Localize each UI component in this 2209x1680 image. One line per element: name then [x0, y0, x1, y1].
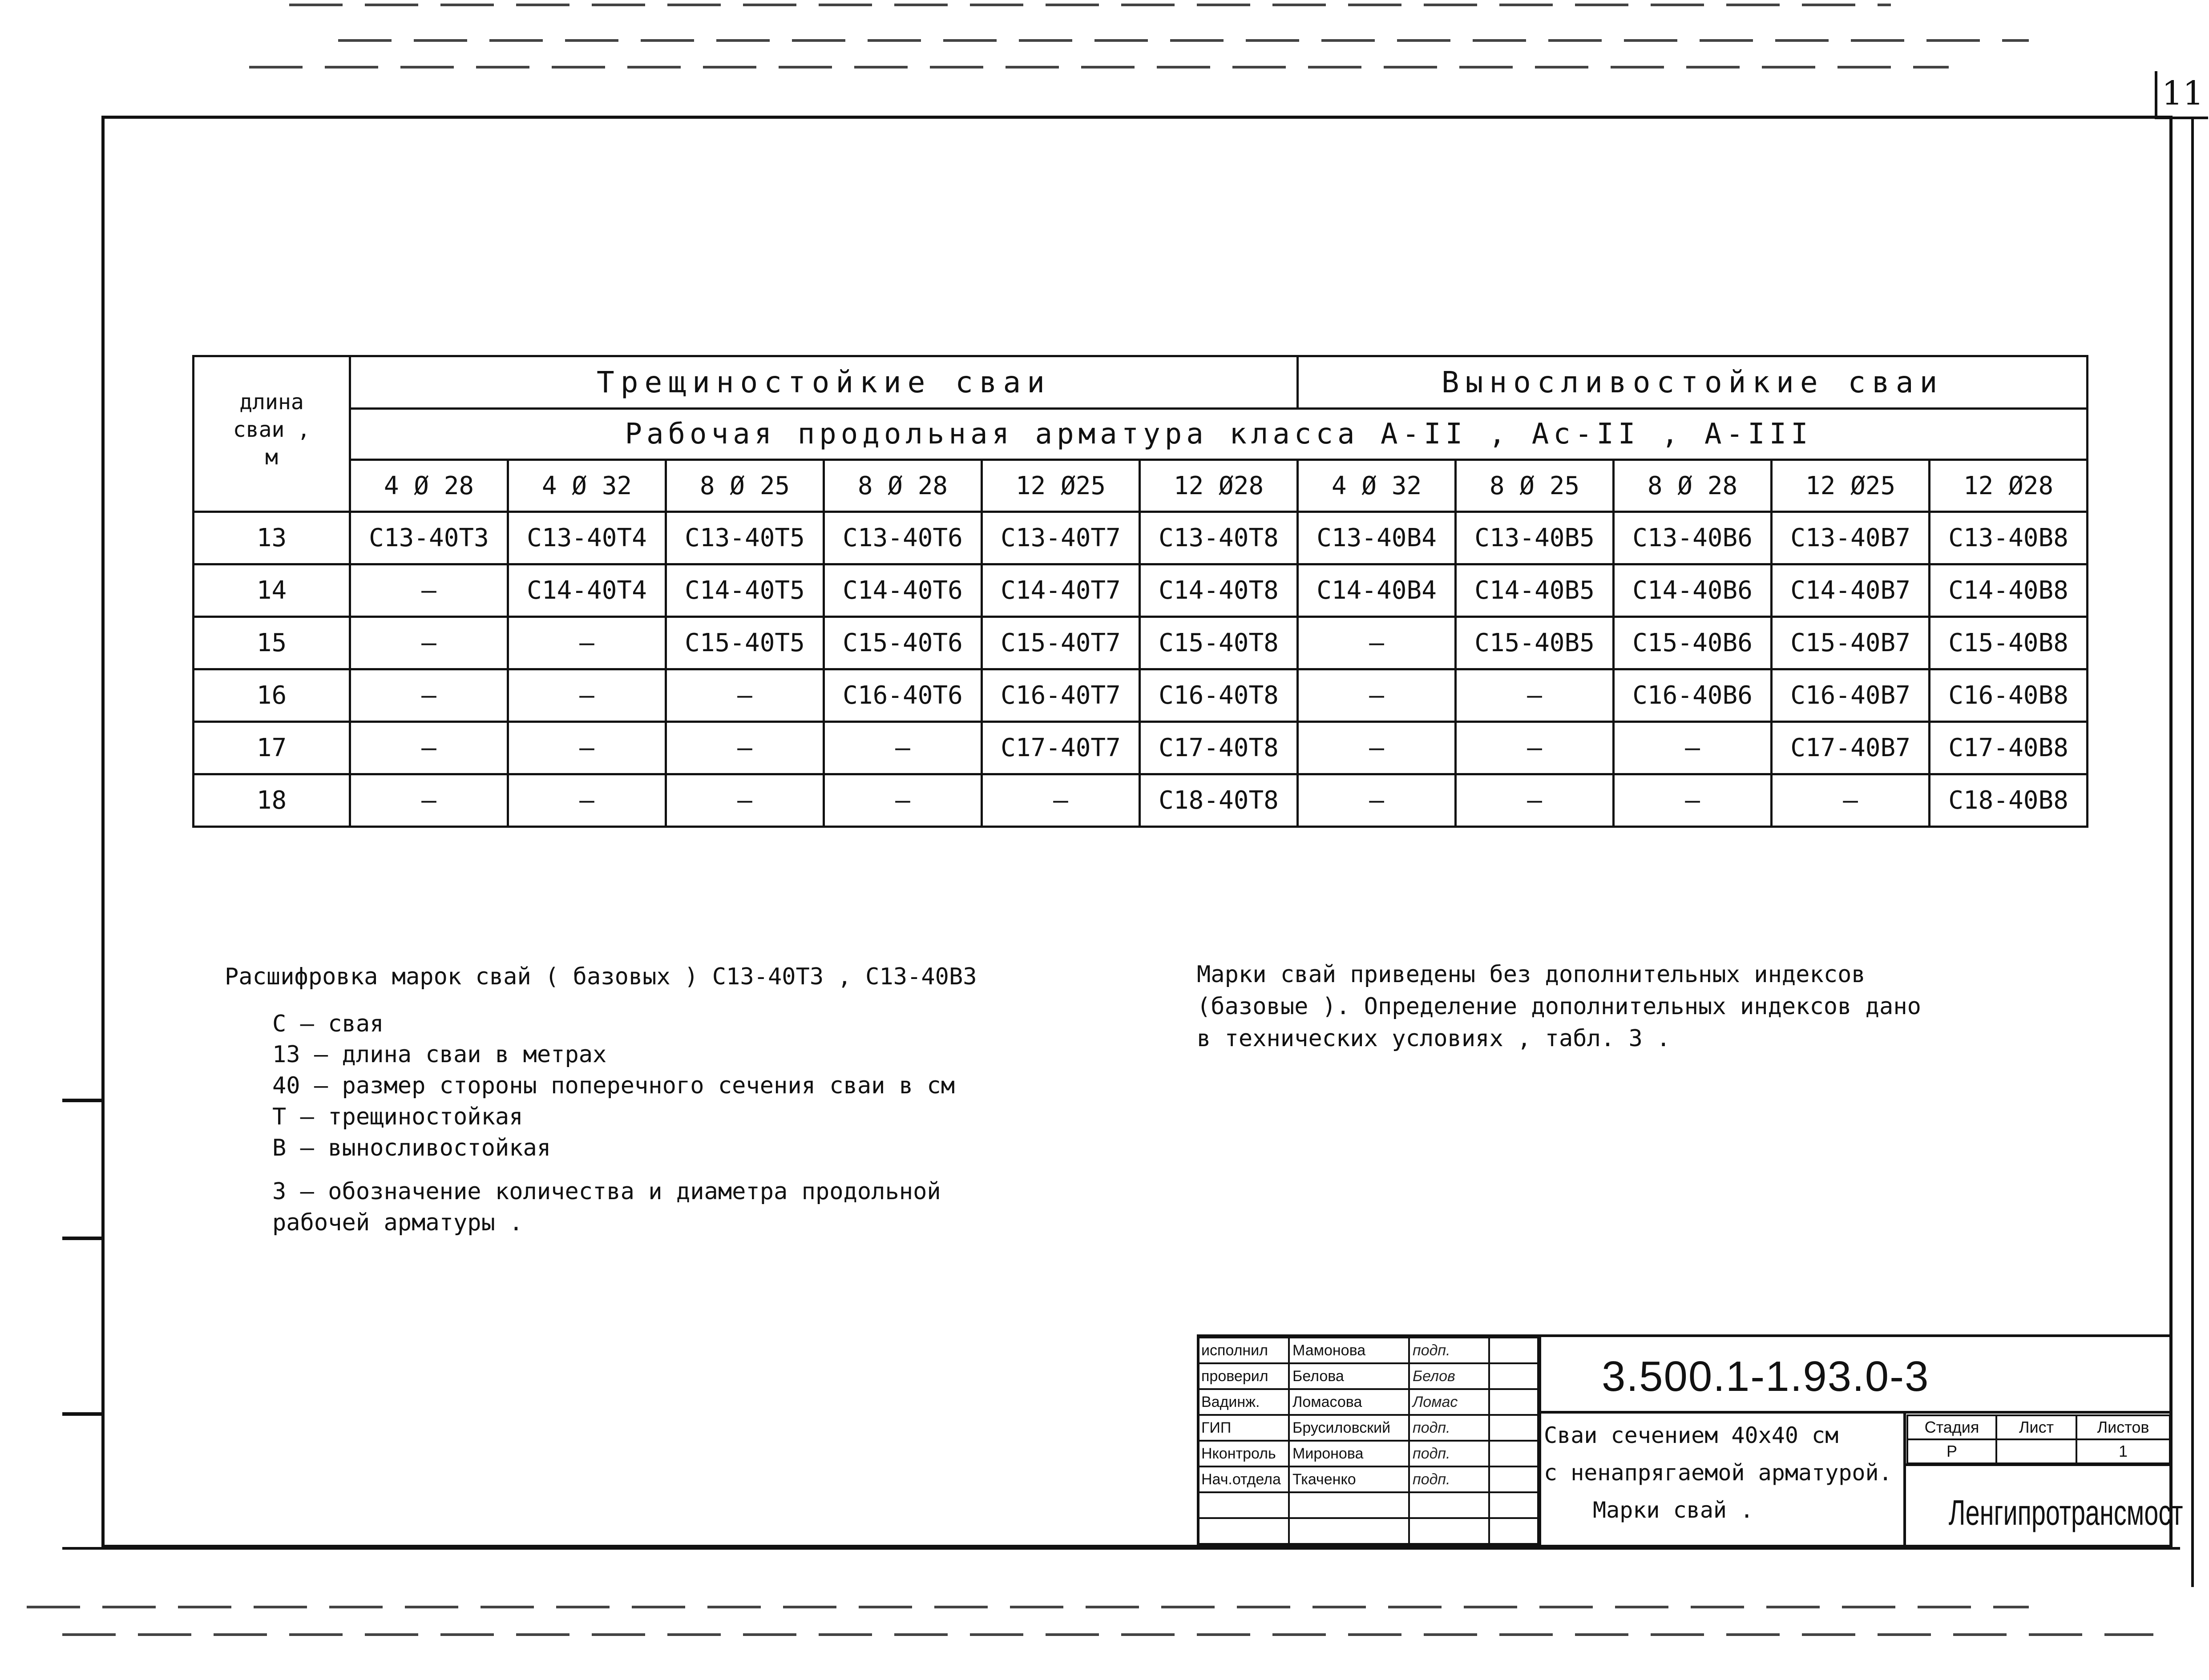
- pile-mark-cell: C16-40T8: [1140, 669, 1298, 722]
- pile-mark-cell: C16-40T7: [982, 669, 1140, 722]
- pile-mark-cell: –: [508, 774, 666, 827]
- title-block-divider: [1903, 1411, 1906, 1548]
- diameter-cell: 8 Ø 28: [824, 460, 982, 512]
- pile-mark-cell: C13-40B6: [1614, 512, 1772, 564]
- pile-mark-cell: –: [666, 722, 824, 774]
- title-line: Сваи сечением 40х40 см: [1544, 1422, 1839, 1448]
- empty-cell: [1409, 1492, 1489, 1518]
- empty-signer-row: [1198, 1518, 1540, 1544]
- empty-cell: [1198, 1518, 1289, 1544]
- length-header-line: длина: [239, 390, 304, 415]
- legend-item: 3 — обозначение количества и диаметра продольной: [272, 1178, 941, 1205]
- empty-cell: [1289, 1492, 1409, 1518]
- legend-item: 40 — размер стороны поперечного сечения сваи в см: [272, 1072, 955, 1099]
- table-header-row: [194, 356, 2088, 409]
- diameter-cell: 8 Ø 25: [1456, 460, 1614, 512]
- empty-cell: [1289, 1518, 1409, 1544]
- pile-mark-cell: –: [350, 564, 508, 617]
- pile-mark-cell: C17-40B8: [1930, 722, 2088, 774]
- legend-item: Т — трещиностойкая: [272, 1104, 523, 1130]
- right-border-line: [2191, 119, 2194, 1587]
- pile-mark-cell: C13-40T8: [1140, 512, 1298, 564]
- pile-mark-cell: –: [350, 669, 508, 722]
- pile-mark-cell: –: [1456, 722, 1614, 774]
- pile-length-cell: 15: [194, 617, 350, 669]
- page-number: 11: [2155, 71, 2208, 119]
- sheets-header: Листов: [2076, 1415, 2170, 1439]
- diameter-cell: 4 Ø 28: [350, 460, 508, 512]
- pile-mark-cell: C13-40T4: [508, 512, 666, 564]
- endurance-piles-header: Выносливостойкие сваи: [1298, 356, 2088, 409]
- margin-tick: [62, 1412, 102, 1416]
- diameter-header-row: [194, 460, 2088, 512]
- date-cell: [1489, 1338, 1540, 1363]
- pile-mark-cell: C16-40B7: [1772, 669, 1930, 722]
- signer-role: ГИП: [1198, 1415, 1289, 1441]
- pile-mark-cell: C16-40B6: [1614, 669, 1772, 722]
- table-row: [194, 564, 2088, 617]
- note-line: Марки свай приведены без дополнительных индексов: [1197, 961, 1866, 988]
- pile-mark-cell: C15-40B5: [1456, 617, 1614, 669]
- stage-value: Р: [1907, 1439, 1996, 1463]
- pile-mark-cell: –: [350, 774, 508, 827]
- pile-rows: [194, 512, 2088, 827]
- pile-mark-cell: C14-40B5: [1456, 564, 1614, 617]
- scan-dash-line: [62, 1633, 2153, 1636]
- organization-name: Ленгипротрансмост: [1948, 1493, 2183, 1532]
- pile-mark-cell: C18-40B8: [1930, 774, 2088, 827]
- empty-cell: [1489, 1492, 1540, 1518]
- sheets-value: 1: [2076, 1439, 2170, 1463]
- signer-role: Нач.отдела: [1198, 1466, 1289, 1492]
- signer-row: [1198, 1363, 1540, 1389]
- length-header-line: сваи ,: [233, 417, 311, 442]
- pile-mark-cell: –: [508, 669, 666, 722]
- note-line: в технических условиях , табл. 3 .: [1197, 1025, 1671, 1052]
- pile-mark-cell: C14-40B8: [1930, 564, 2088, 617]
- pile-mark-cell: –: [1298, 617, 1456, 669]
- empty-cell: [1489, 1518, 1540, 1544]
- table-row: [194, 722, 2088, 774]
- signature: подп.: [1409, 1466, 1489, 1492]
- rebar-header-row: [194, 409, 2088, 460]
- signature: подп.: [1409, 1415, 1489, 1441]
- diameter-cell: 4 Ø 32: [508, 460, 666, 512]
- pile-mark-cell: –: [1614, 774, 1772, 827]
- legend-item: С — свая: [272, 1011, 384, 1037]
- pile-mark-cell: C13-40T3: [350, 512, 508, 564]
- diameter-cell: 12 Ø28: [1140, 460, 1298, 512]
- pile-mark-cell: C17-40T8: [1140, 722, 1298, 774]
- length-header-line: м: [265, 445, 278, 470]
- scan-dash-line: [289, 4, 1891, 6]
- sheet-value: [1996, 1439, 2076, 1463]
- pile-mark-cell: C14-40B4: [1298, 564, 1456, 617]
- pile-mark-cell: C15-40T8: [1140, 617, 1298, 669]
- pile-length-cell: 18: [194, 774, 350, 827]
- pile-mark-cell: C13-40B7: [1772, 512, 1930, 564]
- pile-mark-cell: C14-40B7: [1772, 564, 1930, 617]
- stage-table: [1906, 1414, 2171, 1464]
- pile-mark-cell: C13-40B4: [1298, 512, 1456, 564]
- signer-row: [1198, 1466, 1540, 1492]
- signer-row: [1198, 1389, 1540, 1415]
- pile-mark-cell: –: [1298, 722, 1456, 774]
- table-row: [194, 774, 2088, 827]
- pile-mark-cell: C17-40T7: [982, 722, 1140, 774]
- signers-table: [1197, 1337, 1541, 1545]
- pile-mark-cell: –: [1772, 774, 1930, 827]
- signer-name: Миронова: [1289, 1441, 1409, 1466]
- pile-mark-cell: –: [508, 722, 666, 774]
- pile-length-cell: 13: [194, 512, 350, 564]
- pile-mark-cell: C15-40T7: [982, 617, 1140, 669]
- pile-length-cell: 14: [194, 564, 350, 617]
- pile-mark-cell: –: [350, 722, 508, 774]
- title-block-divider: [1537, 1411, 2173, 1414]
- pile-mark-cell: –: [1298, 774, 1456, 827]
- pile-mark-cell: C16-40T6: [824, 669, 982, 722]
- note-line: (базовые ). Определение дополнительных индексов дано: [1197, 993, 1921, 1020]
- legend-title: Расшифровка марок свай ( базовых ) C13-40T3 , C13-40B3: [225, 963, 977, 990]
- pile-mark-cell: –: [1298, 669, 1456, 722]
- signer-row: [1198, 1338, 1540, 1363]
- pile-mark-cell: C16-40B8: [1930, 669, 2088, 722]
- scan-dash-line: [338, 39, 2029, 42]
- sheet-header: Лист: [1996, 1415, 2076, 1439]
- document-title: [1544, 1417, 1892, 1529]
- document-code: 3.500.1-1.93.0-3: [1602, 1353, 1930, 1400]
- pile-mark-cell: –: [350, 617, 508, 669]
- empty-cell: [1198, 1492, 1289, 1518]
- signer-name: Брусиловский: [1289, 1415, 1409, 1441]
- legend-item: рабочей арматуры .: [272, 1209, 523, 1236]
- signer-rows: [1198, 1338, 1540, 1544]
- legend-item: 13 — длина сваи в метрах: [272, 1041, 607, 1068]
- legend-item: В — выносливостойкая: [272, 1135, 551, 1161]
- diameter-cell: 12 Ø28: [1930, 460, 2088, 512]
- date-cell: [1489, 1363, 1540, 1389]
- pile-mark-cell: C14-40B6: [1614, 564, 1772, 617]
- signature: Белов: [1409, 1363, 1489, 1389]
- pile-mark-cell: C14-40T7: [982, 564, 1140, 617]
- pile-length-cell: 17: [194, 722, 350, 774]
- scan-dash-line: [27, 1606, 2029, 1608]
- pile-marks-table: [192, 355, 2088, 828]
- margin-tick: [62, 1099, 102, 1102]
- signer-row: [1198, 1441, 1540, 1466]
- diameter-cell: 8 Ø 28: [1614, 460, 1772, 512]
- pile-mark-cell: –: [1456, 774, 1614, 827]
- pile-mark-cell: C15-40T5: [666, 617, 824, 669]
- diameter-cell: 8 Ø 25: [666, 460, 824, 512]
- pile-mark-cell: C17-40B7: [1772, 722, 1930, 774]
- pile-mark-cell: C13-40T7: [982, 512, 1140, 564]
- pile-length-cell: 16: [194, 669, 350, 722]
- pile-mark-cell: C13-40T6: [824, 512, 982, 564]
- pile-mark-cell: C18-40T8: [1140, 774, 1298, 827]
- signature: подп.: [1409, 1338, 1489, 1363]
- diameter-cell: 12 Ø25: [982, 460, 1140, 512]
- pile-mark-cell: C14-40T4: [508, 564, 666, 617]
- stage-header: Стадия: [1907, 1415, 1996, 1439]
- pile-mark-cell: C14-40T5: [666, 564, 824, 617]
- title-line: Марки свай .: [1593, 1497, 1754, 1523]
- scan-dash-line: [249, 66, 1949, 68]
- note: [1197, 959, 1921, 1055]
- diameter-cell: 4 Ø 32: [1298, 460, 1456, 512]
- pile-mark-cell: C15-40T6: [824, 617, 982, 669]
- margin-tick: [62, 1237, 102, 1240]
- date-cell: [1489, 1466, 1540, 1492]
- signer-name: Белова: [1289, 1363, 1409, 1389]
- pile-mark-cell: –: [824, 774, 982, 827]
- pile-mark-cell: C15-40B6: [1614, 617, 1772, 669]
- empty-cell: [1409, 1518, 1489, 1544]
- pile-mark-cell: C13-40B8: [1930, 512, 2088, 564]
- pile-mark-cell: C14-40T8: [1140, 564, 1298, 617]
- pile-mark-cell: –: [824, 722, 982, 774]
- table-row: [194, 617, 2088, 669]
- table-row: [194, 669, 2088, 722]
- date-cell: [1489, 1415, 1540, 1441]
- signer-role: исполнил: [1198, 1338, 1289, 1363]
- pile-mark-cell: –: [666, 669, 824, 722]
- pile-mark-cell: –: [508, 617, 666, 669]
- pile-mark-cell: –: [982, 774, 1140, 827]
- signer-name: Мамонова: [1289, 1338, 1409, 1363]
- signature: подп.: [1409, 1441, 1489, 1466]
- title-line: с ненапрягаемой арматурой.: [1544, 1460, 1892, 1486]
- cracked-piles-header: Трещиностойкие сваи: [350, 356, 1298, 409]
- empty-signer-row: [1198, 1492, 1540, 1518]
- signer-role: проверил: [1198, 1363, 1289, 1389]
- signature: Ломас: [1409, 1389, 1489, 1415]
- signer-role: Вадинж.: [1198, 1389, 1289, 1415]
- signer-name: Ткаченко: [1289, 1466, 1409, 1492]
- signer-name: Ломасова: [1289, 1389, 1409, 1415]
- drawing-frame: [101, 116, 2183, 1548]
- pile-mark-cell: C15-40B8: [1930, 617, 2088, 669]
- signer-role: Нконтроль: [1198, 1441, 1289, 1466]
- date-cell: [1489, 1389, 1540, 1415]
- diameter-cell: 12 Ø25: [1772, 460, 1930, 512]
- rebar-class-header: Рабочая продольная арматура класса А-II , Ас-II , А-III: [350, 409, 2088, 460]
- pile-mark-cell: C13-40T5: [666, 512, 824, 564]
- pile-mark-cell: C13-40B5: [1456, 512, 1614, 564]
- pile-mark-cell: –: [1614, 722, 1772, 774]
- pile-mark-cell: –: [666, 774, 824, 827]
- signer-row: [1198, 1415, 1540, 1441]
- pile-mark-cell: –: [1456, 669, 1614, 722]
- pile-mark-cell: C14-40T6: [824, 564, 982, 617]
- pile-mark-cell: C15-40B7: [1772, 617, 1930, 669]
- date-cell: [1489, 1441, 1540, 1466]
- table-row: [194, 512, 2088, 564]
- length-header: [194, 356, 350, 512]
